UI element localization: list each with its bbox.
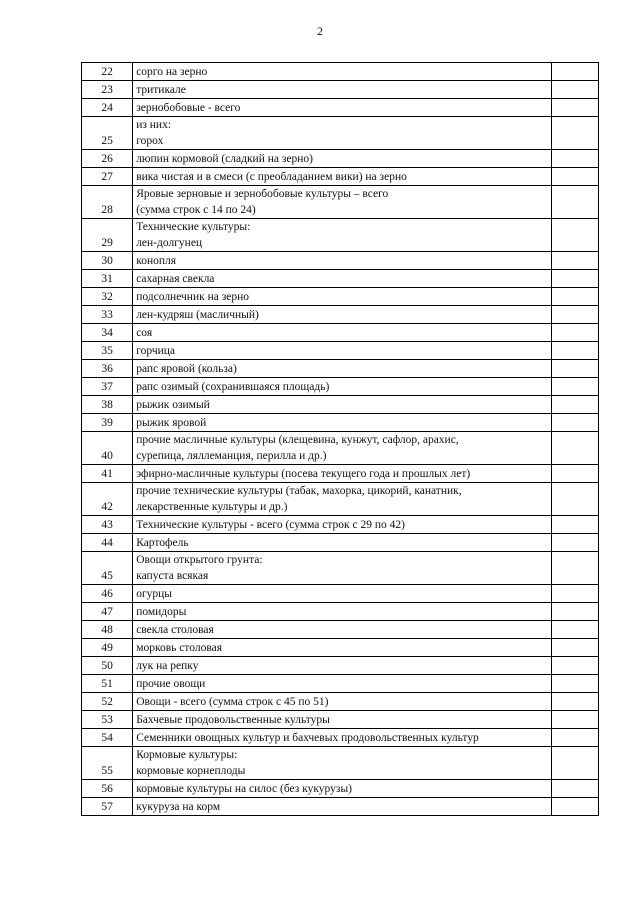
row-number: 28 [82,186,133,219]
value-cell [551,780,598,798]
table-row [82,675,599,693]
row-label-line: кормовые корнеплоды [136,765,246,777]
row-label-line: прочие масличные культуры (клещевина, кунжут, сафлор, арахис, [136,434,459,446]
crops-table [81,62,599,816]
row-number: 26 [82,150,133,168]
value-cell [551,219,598,252]
row-label-line: конопля [136,255,177,267]
table-row [82,552,599,585]
row-label-line: зернобобовые - всего [136,102,241,114]
table-row [82,534,599,552]
table-row [82,219,599,252]
table-row [82,396,599,414]
row-label-line: кукуруза на корм [136,801,221,813]
row-number: 52 [82,693,133,711]
table-row [82,186,599,219]
table-row [82,780,599,798]
row-number: 33 [82,306,133,324]
table-row [82,117,599,150]
table-row [82,306,599,324]
row-label-line: морковь столовая [136,642,223,654]
row-number: 22 [82,63,133,81]
table-row [82,63,599,81]
row-label-line: лук на репку [136,660,199,672]
table-row [82,639,599,657]
value-cell [551,675,598,693]
row-label-line: помидоры [136,606,187,618]
row-label [133,270,552,288]
row-label-line: рыжик яровой [136,417,207,429]
row-number: 32 [82,288,133,306]
row-label-line: тритикале [136,84,186,96]
table-row [82,378,599,396]
value-cell [551,414,598,432]
row-number: 39 [82,414,133,432]
row-label [133,780,552,798]
value-cell [551,150,598,168]
row-number: 53 [82,711,133,729]
value-cell [551,117,598,150]
row-label [133,360,552,378]
value-cell [551,432,598,465]
value-cell [551,693,598,711]
table-row [82,621,599,639]
row-label [133,798,552,816]
row-label [133,657,552,675]
row-label [133,603,552,621]
row-label [133,117,552,150]
row-label [133,432,552,465]
row-label [133,729,552,747]
row-number: 24 [82,99,133,117]
value-cell [551,270,598,288]
row-label-line: горох [136,135,164,147]
row-label [133,414,552,432]
table-row [82,711,599,729]
row-label-line: Технические культуры - всего (сумма строк с 29 по 42) [136,519,405,531]
row-number: 54 [82,729,133,747]
value-cell [551,378,598,396]
row-number: 56 [82,780,133,798]
row-number: 51 [82,675,133,693]
row-number: 41 [82,465,133,483]
row-number: 46 [82,585,133,603]
row-label [133,483,552,516]
row-number: 30 [82,252,133,270]
table-row [82,693,599,711]
page-number: 2 [317,24,323,38]
row-number: 57 [82,798,133,816]
table-row [82,432,599,465]
table-row [82,516,599,534]
row-label-line: сорго на зерно [136,66,208,78]
row-label-line: лен-долгунец [136,237,203,249]
row-label-line: Картофель [136,537,189,549]
row-label-line: соя [136,327,153,339]
row-number: 31 [82,270,133,288]
row-label-line: Яровые зерновые и зернобобовые культуры – всего [136,188,389,200]
row-number: 50 [82,657,133,675]
table-row [82,465,599,483]
value-cell [551,342,598,360]
row-number: 25 [82,117,133,150]
row-label [133,99,552,117]
row-number: 45 [82,552,133,585]
row-label [133,168,552,186]
row-label-line: Овощи открытого грунта: [136,554,263,566]
table-row [82,324,599,342]
value-cell [551,516,598,534]
row-label [133,150,552,168]
row-label-line: рапс озимый (сохранившаяся площадь) [136,381,330,393]
row-label [133,306,552,324]
value-cell [551,63,598,81]
row-number: 49 [82,639,133,657]
table-row [82,585,599,603]
row-label-line: сахарная свекла [136,273,215,285]
row-label [133,639,552,657]
row-label-line: вика чистая и в смеси (с преобладанием вики) на зерно [136,171,407,183]
table-row [82,81,599,99]
row-label [133,324,552,342]
row-number: 42 [82,483,133,516]
value-cell [551,729,598,747]
value-cell [551,603,598,621]
table-row [82,603,599,621]
row-label [133,534,552,552]
row-label-line: рапс яровой (кольза) [136,363,237,375]
row-label [133,465,552,483]
row-number: 55 [82,747,133,780]
row-label [133,288,552,306]
row-label-line: Овощи - всего (сумма строк с 45 по 51) [136,696,329,708]
row-number: 44 [82,534,133,552]
row-label [133,585,552,603]
value-cell [551,168,598,186]
row-number: 37 [82,378,133,396]
value-cell [551,306,598,324]
value-cell [551,360,598,378]
row-number: 35 [82,342,133,360]
value-cell [551,585,598,603]
row-label-line: Технические культуры: [136,221,251,233]
row-number: 38 [82,396,133,414]
row-number: 27 [82,168,133,186]
row-label [133,81,552,99]
table-row [82,483,599,516]
row-label-line: кормовые культуры на силос (без кукурузы) [136,783,353,795]
table-row [82,414,599,432]
row-label-line: капуста всякая [136,570,209,582]
crops-table-body [82,63,599,816]
row-label [133,378,552,396]
table-row [82,729,599,747]
value-cell [551,186,598,219]
value-cell [551,747,598,780]
row-label [133,219,552,252]
row-number: 48 [82,621,133,639]
row-label-line: подсолнечник на зерно [136,291,250,303]
row-label-line: Семенники овощных культур и бахчевых продовольственных культур [136,732,479,744]
row-number: 34 [82,324,133,342]
row-label [133,342,552,360]
row-label [133,552,552,585]
value-cell [551,324,598,342]
row-number: 40 [82,432,133,465]
row-label [133,747,552,780]
row-number: 23 [82,81,133,99]
row-label-line: рыжик озимый [136,399,210,411]
value-cell [551,798,598,816]
value-cell [551,252,598,270]
table-row [82,270,599,288]
value-cell [551,81,598,99]
row-label [133,675,552,693]
row-number: 47 [82,603,133,621]
row-label-line: прочие овощи [136,678,206,690]
row-label-line: сурепица, ляллеманция, перилла и др.) [136,450,327,462]
table-row [82,360,599,378]
value-cell [551,465,598,483]
row-label-line: лекарственные культуры и др.) [136,501,288,513]
row-label [133,516,552,534]
row-label [133,396,552,414]
value-cell [551,621,598,639]
row-label-line: эфирно-масличные культуры (посева текущего года и прошлых лет) [136,468,471,480]
table-row [82,342,599,360]
value-cell [551,534,598,552]
row-label-line: свекла столовая [136,624,214,636]
table-row [82,288,599,306]
row-label [133,186,552,219]
row-label-line: (сумма строк с 14 по 24) [136,204,256,216]
value-cell [551,483,598,516]
value-cell [551,552,598,585]
row-number: 29 [82,219,133,252]
row-label-line: Кормовые культуры: [136,749,238,761]
row-label-line: прочие технические культуры (табак, махорка, цикорий, канатник, [136,485,462,497]
row-label-line: огурцы [136,588,173,600]
table-row [82,747,599,780]
row-label-line: Бахчевые продовольственные культуры [136,714,330,726]
table-row [82,252,599,270]
row-label [133,693,552,711]
table-row [82,99,599,117]
value-cell [551,288,598,306]
table-row [82,168,599,186]
row-label-line: лен-кудряш (масличный) [136,309,259,321]
table-row [82,657,599,675]
row-label-line: из них: [136,119,172,131]
row-label-line: люпин кормовой (сладкий на зерно) [136,153,314,165]
value-cell [551,639,598,657]
table-row [82,150,599,168]
row-label [133,621,552,639]
row-label-line: горчица [136,345,176,357]
row-number: 43 [82,516,133,534]
row-label [133,63,552,81]
value-cell [551,657,598,675]
value-cell [551,711,598,729]
row-label [133,711,552,729]
value-cell [551,99,598,117]
row-number: 36 [82,360,133,378]
table-row [82,798,599,816]
value-cell [551,396,598,414]
row-label [133,252,552,270]
